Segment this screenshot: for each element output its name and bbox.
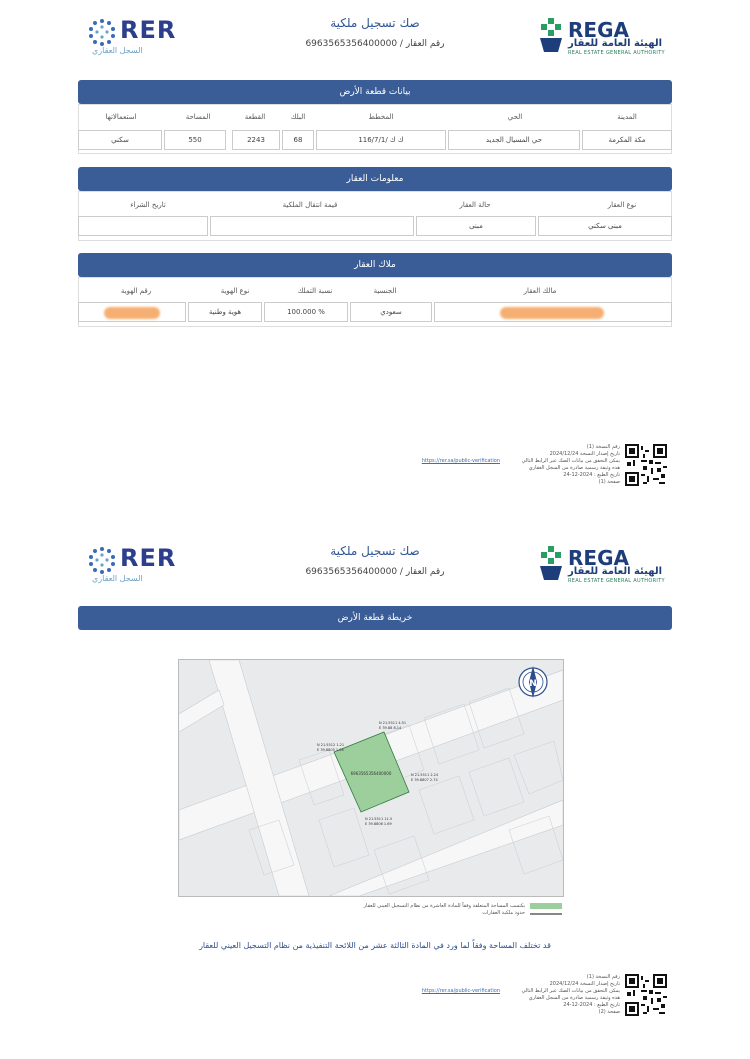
owner-id-redaction [104,307,160,319]
footer-verify-text: يمكن التحقق من بيانات الصك عبر الرابط التالي [521,458,620,464]
owners-header-nationality: الجنسية [373,287,397,295]
rer-logo [88,14,188,64]
owner-name-redaction [500,307,604,319]
land-header-city: المدينة [617,113,637,121]
rega-name: REGA [568,546,629,570]
map-drawing [179,660,563,896]
land-header-district: الحي [507,113,523,121]
land-header-block: البلك [290,113,306,121]
rer-dots-icon [88,18,116,46]
footer-verify-text: يمكن التحقق من بيانات الصك عبر الرابط التالي [521,988,620,994]
coord-label: N 21.5511 2.24 [411,773,439,777]
property-date [78,216,208,236]
property-status: مبنى [416,216,536,236]
compass-label: N [529,679,537,689]
rer-subtitle: السجل العقاري [92,46,143,55]
land-district: حي المسيال الجديد [448,130,580,150]
rega-arabic-name: الهيئة العامة للعقار [568,566,663,577]
land-area: 550 [164,130,226,150]
land-header-plan: المخطط [368,113,394,121]
map-section-header: خريطة قطعة الأرض [78,606,672,630]
rer-subtitle: السجل العقاري [92,574,143,583]
footer-copy-number: رقم النسخة (1) [586,974,620,980]
owners-section-header: ملاك العقار [78,253,672,277]
footer-issue-date: تاريخ إصدار النسخة 2024/12/24 [549,981,620,987]
rega-english-name: REAL ESTATE GENERAL AUTHORITY [568,50,665,56]
land-header-usage: استعمالاتها [105,113,137,121]
rega-mark-icon [538,546,564,582]
rer-name: RER [120,16,177,44]
footer-official-doc: هذه وثيقة رسمية صادرة من السجل العقاري [528,995,620,1001]
parcel-id-label: 6963565356400000 [350,771,392,776]
land-header-area: المساحة [185,113,211,121]
footer-info [410,974,620,1016]
rer-logo [88,542,188,592]
deed-page-2 [0,528,750,1059]
owner-nationality: سعودي [350,302,432,322]
deed-number: رقم العقار / 6963565356400000 [305,567,445,577]
page-title: صك تسجيل ملكية [330,16,420,30]
owners-header-id-number: رقم الهوية [120,287,152,295]
land-plot: 2243 [232,130,280,150]
coord-label: N 21.5512 1.21 [317,743,345,747]
legend-boundary-label: حدود ملكية العقارات [482,910,525,916]
coord-label: E 39.88 8.14 [379,726,402,730]
footer-print-date: تاريخ الطبع : 2024-12-24 [563,472,620,478]
land-plan: ك ك /116/7/1 [316,130,446,150]
owners-header-share: نسبة التملك [297,287,333,295]
coord-label: N 21.5511 4.51 [379,721,407,725]
land-section-header: بيانات قطعة الأرض [78,80,672,104]
owners-header-id-type: نوع الهوية [220,287,250,295]
footer-page-number: صفحة (2) [598,1009,620,1015]
footer-verify-link[interactable]: https://rer.sa/public-verification [421,988,500,994]
property-header-date: تاريخ الشراء [130,201,166,209]
land-map[interactable] [178,659,564,897]
property-type: مبنى سكني [538,216,672,236]
area-disclaimer-note: قد تختلف المساحة وفقاً لما ورد في المادة الثالثة عشر من اللائحة التنفيذية من نظام التسجيل العيني للعقار [199,941,551,950]
rega-mark-icon [538,18,564,54]
rer-dots-icon [88,546,116,574]
legend-boundary-swatch [530,913,562,915]
coord-label: N 21.5511 11.5 [365,817,393,821]
footer-copy-number: رقم النسخة (1) [586,444,620,450]
page-header [0,0,750,80]
footer-official-doc: هذه وثيقة رسمية صادرة من السجل العقاري [528,465,620,471]
rega-logo [538,16,668,62]
coord-label: E 39.8806 1.69 [365,822,392,826]
footer-page-number: صفحة (1) [598,479,620,485]
land-block: 68 [282,130,314,150]
deed-number: رقم العقار / 6963565356400000 [305,39,445,49]
owner-share: 100.000 % [264,302,348,322]
property-section-header: معلومات العقار [78,167,672,191]
owner-id-type: هوية وطنية [188,302,262,322]
rega-logo [538,544,668,590]
property-header-value: قيمة انتقال الملكية [282,201,338,209]
page-title: صك تسجيل ملكية [330,544,420,558]
rega-english-name: REAL ESTATE GENERAL AUTHORITY [568,578,665,584]
owners-header-name: مالك العقار [523,287,557,295]
land-usage: سكني [78,130,162,150]
legend-parcel-swatch [530,903,562,909]
legend-parcel-label: يكتسب المساحة المتعلقة وفقاً للمادة العاشرة من نظام التسجيل العيني للعقار [363,903,525,909]
qr-code-icon [625,444,667,486]
coord-label: E 39.8805 1.04 [317,748,344,752]
deed-page-1 [0,0,750,520]
page-header [0,528,750,608]
property-value [210,216,414,236]
property-header-type: نوع العقار [607,201,637,209]
rega-name: REGA [568,18,629,42]
qr-code-icon [625,974,667,1016]
property-header-status: حالة العقار [459,201,491,209]
land-city: مكة المكرمة [582,130,672,150]
footer-issue-date: تاريخ إصدار النسخة 2024/12/24 [549,451,620,457]
rer-name: RER [120,544,177,572]
land-header-plot: القطعة [244,113,266,121]
footer-info [410,444,620,486]
footer-print-date: تاريخ الطبع : 2024-12-24 [563,1002,620,1008]
footer-verify-link[interactable]: https://rer.sa/public-verification [421,458,500,464]
rega-arabic-name: الهيئة العامة للعقار [568,38,663,49]
coord-label: E 39.8807 2.74 [411,778,438,782]
